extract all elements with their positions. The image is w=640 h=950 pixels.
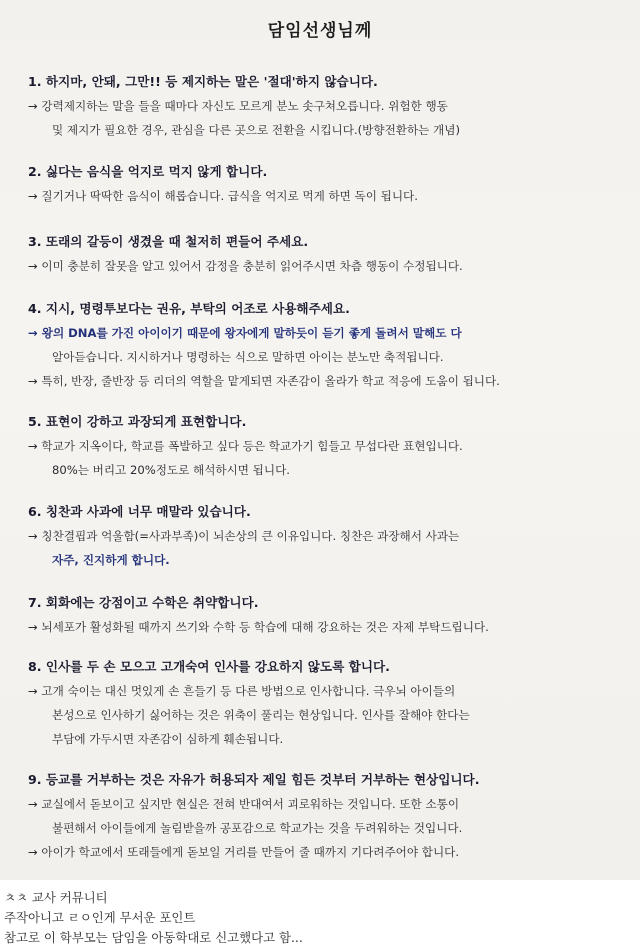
section-line: 본성으로 인사하기 싫어하는 것은 위축이 풀리는 현상입니다. 인사를 잘해야 한다는 (52, 708, 470, 722)
section-5 (28, 413, 620, 482)
section-4 (28, 300, 620, 393)
section-line: 자주, 진지하게 합니다. (52, 553, 170, 567)
section-heading: 7. 회화에는 강점이고 수학은 취약합니다. (28, 595, 259, 610)
caption-source-line: ㅊㅊ 교사 커뮤니티 (4, 890, 108, 905)
section-line: → 교실에서 돋보이고 싶지만 현실은 전혀 반대여서 괴로워하는 것입니다. 또한 소통이 (28, 797, 460, 811)
section-line: → 강력제지하는 말을 들을 때마다 자신도 모르게 분노 솟구쳐오릅니다. 위험한 행동 (28, 99, 448, 113)
section-line: → 고개 숙이는 대신 멋있게 손 흔들기 등 다른 방법으로 인사합니다. 극우뇌 아이들의 (28, 684, 456, 698)
section-heading: 6. 칭찬과 사과에 너무 매말라 있습니다. (28, 504, 251, 519)
section-8 (28, 658, 620, 751)
caption-note-line: 참고로 이 학부모는 담임을 아동학대로 신고했다고 함... (4, 930, 303, 945)
section-2 (28, 163, 620, 208)
section-line: 및 제지가 필요한 경우, 관심을 다른 곳으로 전환을 시킵니다.(방향전환하는 개념) (52, 123, 460, 137)
section-line: → 칭찬결핍과 억울함(=사과부족)이 뇌손상의 큰 이유입니다. 칭찬은 과장해서 사과는 (28, 529, 460, 543)
section-6 (28, 503, 620, 572)
section-heading: 2. 싫다는 음식을 억지로 먹지 않게 합니다. (28, 164, 268, 179)
section-line: → 학교가 지옥이다, 학교를 폭발하고 싶다 등은 학교가기 힘들고 무섭다란 표현입니다. (28, 439, 463, 453)
section-heading: 3. 또래의 갈등이 생겼을 때 철저히 편들어 주세요. (28, 234, 309, 249)
section-line: → 뇌세포가 활성화될 때까지 쓰기와 수학 등 학습에 대해 강요하는 것은 자제 부탁드립니다. (28, 620, 489, 634)
caption-comment-line: 주작아니고 ㄹㅇ인게 무서운 포인트 (4, 910, 196, 925)
section-line: 부담에 가두시면 자존감이 심하게 훼손됩니다. (52, 732, 284, 746)
section-9 (28, 771, 620, 864)
section-line: 불편해서 아이들에게 놀림받을까 공포감으로 학교가는 것을 두려워하는 것입니다. (52, 821, 463, 835)
section-heading: 1. 하지마, 안돼, 그만!! 등 제지하는 말은 '절대'하지 않습니다. (28, 74, 378, 89)
section-line: 알아듣습니다. 지시하거나 명령하는 식으로 말하면 아이는 분노만 축적됩니다. (52, 350, 444, 364)
section-line: → 특히, 반장, 줄반장 등 리더의 역할을 맡게되면 자존감이 올라가 학교 적응에 도움이 됩니다. (28, 374, 500, 388)
letter-title: 담임선생님께 (267, 21, 373, 41)
section-heading: 8. 인사를 두 손 모으고 고개숙여 인사를 강요하지 않도록 합니다. (28, 659, 390, 674)
section-7 (28, 594, 620, 639)
section-line: → 왕의 DNA를 가진 아이이기 때문에 왕자에게 말하듯이 듣기 좋게 돌려서 말해도 다 (28, 326, 462, 340)
section-line: 80%는 버리고 20%정도로 해석하시면 됩니다. (52, 463, 290, 477)
section-line: → 아이가 학교에서 또래들에게 돋보일 거리를 만들어 줄 때까지 기다려주어야 합니다. (28, 845, 460, 859)
section-heading: 4. 지시, 명령투보다는 권유, 부탁의 어조로 사용해주세요. (28, 301, 350, 316)
post-caption (4, 888, 636, 948)
section-3 (28, 233, 620, 278)
section-line: → 질기거나 딱딱한 음식이 해롭습니다. 급식을 억지로 먹게 하면 독이 됩니다. (28, 189, 418, 203)
section-heading: 5. 표현이 강하고 과장되게 표현합니다. (28, 414, 247, 429)
section-line: → 이미 충분히 잘못을 알고 있어서 감정을 충분히 읽어주시면 차츰 행동이 수정됩니다. (28, 259, 463, 273)
section-heading: 9. 등교를 거부하는 것은 자유가 허용되자 제일 힘든 것부터 거부하는 현상입니다. (28, 772, 480, 787)
section-1 (28, 73, 620, 142)
